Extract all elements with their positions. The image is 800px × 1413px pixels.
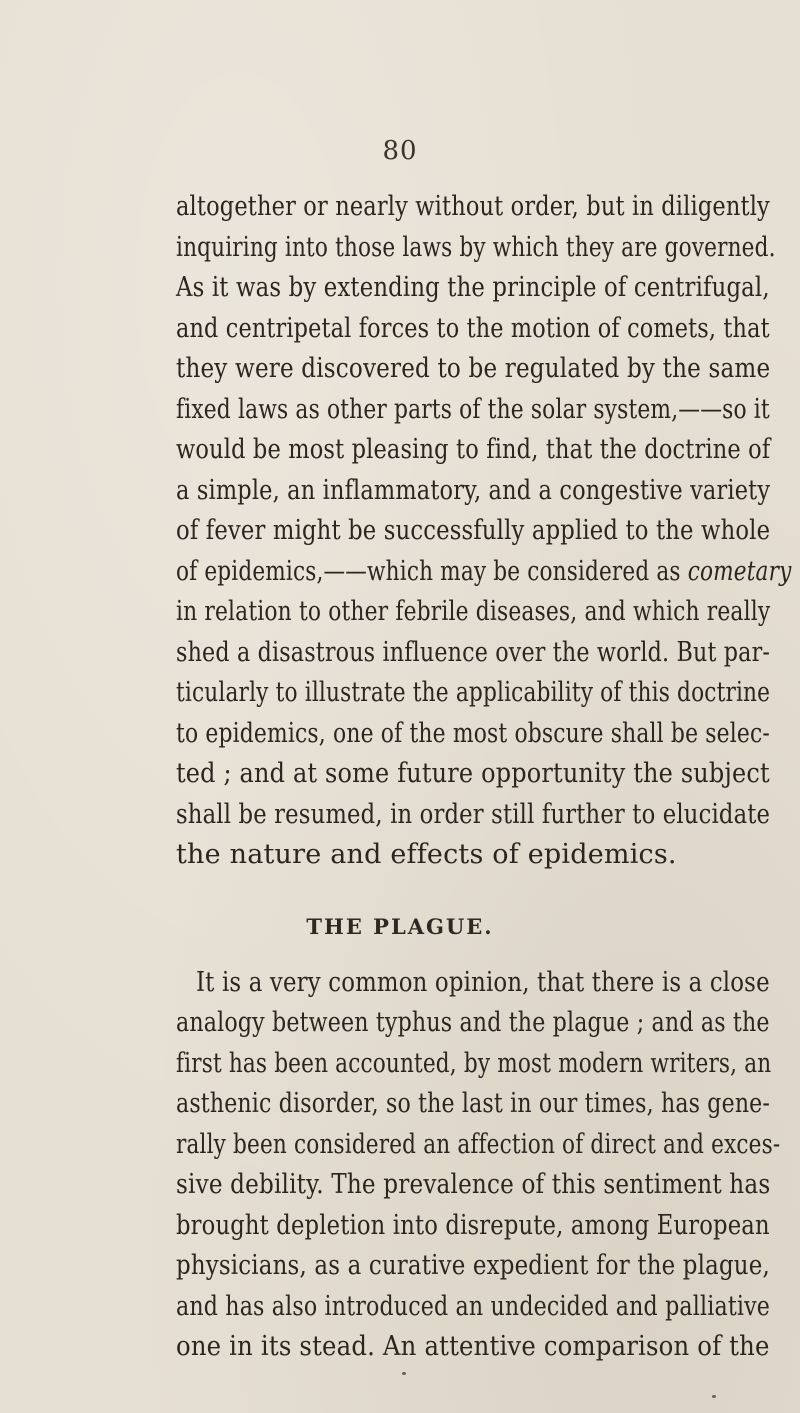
text-line: fixed laws as other parts of the solar system,——so it <box>176 393 770 425</box>
text-line: altogether or nearly without order, but in diligently <box>176 191 770 222</box>
text-line: the nature and effects of epidemics. <box>176 839 677 870</box>
text-line-start: of epidemics,——which may be considered as <box>176 555 681 587</box>
text-line: and has also introduced an undecided and palliative <box>176 1290 771 1322</box>
paper-speck <box>712 1395 716 1398</box>
text-line: shed a disastrous influence over the world. But par- <box>176 636 771 668</box>
text-line: sive debility. The prevalence of this sentiment has <box>176 1169 771 1200</box>
text-line: As it was by extending the principle of centrifugal, <box>176 272 770 303</box>
text-line: they were discovered to be regulated by the same <box>176 353 771 384</box>
text-line: first has been accounted, by most modern writers, an <box>176 1047 772 1079</box>
text-line <box>176 555 791 593</box>
section-heading: THE PLAGUE. <box>306 913 494 939</box>
text-line: shall be resumed, in order still further to elucidate <box>176 798 771 830</box>
text-line: ticularly to illustrate the applicability of this doctrine <box>176 677 771 708</box>
text-line: inquiring into those laws by which they are governed. <box>176 231 776 263</box>
text-line: and centripetal forces to the motion of comets, that <box>176 312 770 344</box>
text-line: analogy between typhus and the plague ; and as the <box>176 1007 770 1038</box>
text-line: brought depletion into disrepute, among European <box>176 1209 770 1241</box>
text-line: ted ; and at some future opportunity the subject <box>176 758 770 789</box>
text-line: of fever might be successfully applied to the whole <box>176 515 771 546</box>
text-line: rally been considered an affection of direct and exces- <box>176 1128 781 1160</box>
text-line: would be most pleasing to find, that the doctrine of <box>176 434 771 465</box>
text-line: to epidemics, one of the most obscure shall be selec- <box>176 717 770 749</box>
text-line: physicians, as a curative expedient for the plague, <box>176 1250 770 1281</box>
text-line: one in its stead. An attentive comparison of the <box>176 1331 770 1362</box>
text-line: asthenic disorder, so the last in our times, has gene- <box>176 1088 771 1119</box>
italic-word: cometary <box>687 555 792 587</box>
paper-speck <box>402 1372 406 1375</box>
page-number: 80 <box>382 136 418 166</box>
text-line: a simple, an inflammatory, and a congestive variety <box>176 474 771 506</box>
text-line: in relation to other febrile diseases, and which really <box>176 596 771 627</box>
text-line: It is a very common opinion, that there is a close <box>196 966 770 998</box>
